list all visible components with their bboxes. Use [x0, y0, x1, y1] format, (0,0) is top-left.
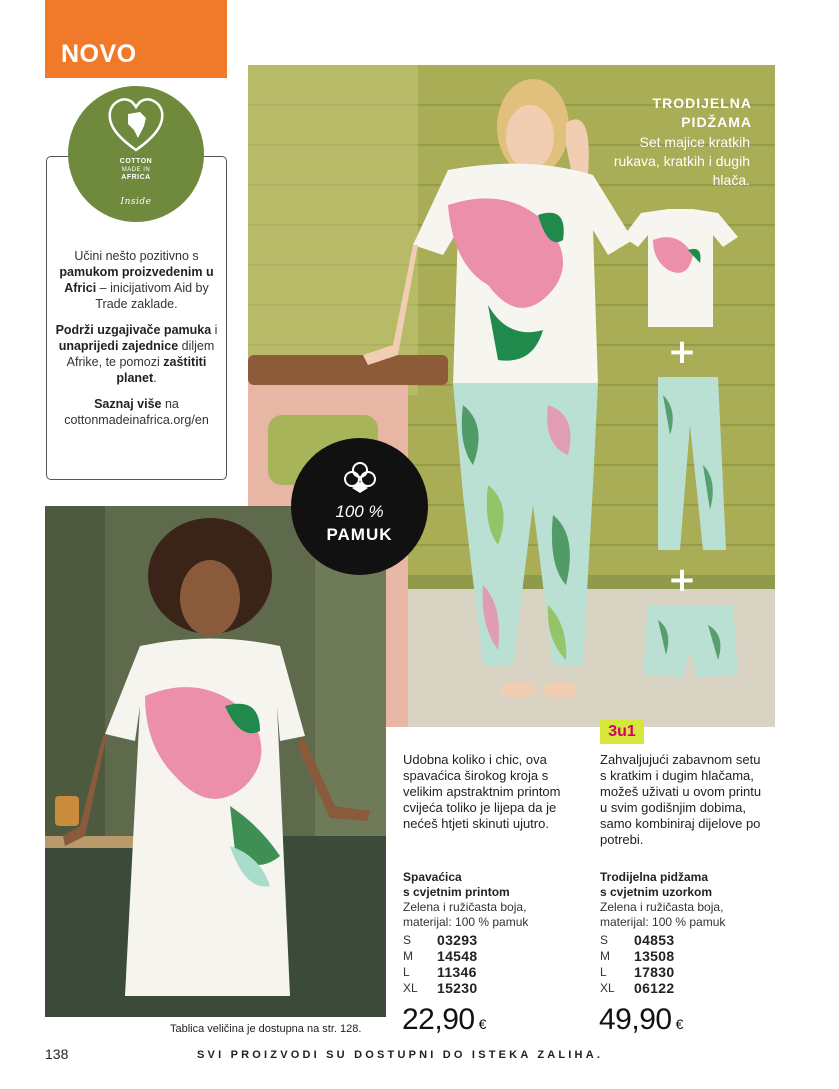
cmia-logo-text-inside: Inside: [120, 197, 152, 207]
svg-text:+: +: [667, 332, 697, 372]
availability-footer: SVI PROIZVODI SU DOSTUPNI DO ISTEKA ZALIHA.: [197, 1049, 604, 1061]
size-row: XL 06122: [600, 980, 675, 996]
nightdress-photo-illustration: [45, 506, 386, 1017]
pyjama-description: Zahvaljujući zabavnom setu s kratkim i dugim hlačama, možeš uživati u ovom printu u svim godišnjim dobima, samo kombiniraj dijelove po potrebi.: [600, 752, 762, 847]
nightdress-photo: [45, 506, 386, 1017]
cmia-info-text: [48, 248, 225, 438]
size-row: M 13508: [600, 948, 675, 964]
set-description: Set majice kratkih rukava, kratkih i dugih hlača.: [613, 134, 750, 188]
pyjama-price: 49,90 €: [599, 1003, 683, 1036]
size-row: XL 15230: [403, 980, 478, 996]
size-row: L 17830: [600, 964, 675, 980]
nightdress-price: 22,90 €: [402, 1003, 486, 1036]
cotton-made-in-africa-logo: [68, 86, 204, 222]
cmia-logo-text-cotton: COTTON: [119, 158, 153, 165]
cotton-badge-percent: 100 %: [335, 502, 384, 521]
pyjama-name: Trodijelna pidžama s cvjetnim uzorkom: [600, 870, 713, 899]
nightdress-size-list: [403, 932, 553, 996]
cmia-paragraph-3: Saznaj više na cottonmadeinafrica.org/en: [64, 397, 209, 427]
size-row: M 14548: [403, 948, 478, 964]
svg-text:+: +: [667, 560, 697, 600]
nightdress-description: Udobna koliko i chic, ova spavaćica širokog kroja s velikim apstraktnim printom cvijeća toliko je lijepa da je nećeš htjeti skinuti ujutro.: [403, 752, 561, 831]
three-in-one-badge: 3u1: [600, 720, 644, 744]
africa-heart-icon: [106, 96, 166, 152]
nightdress-name: Spavaćica s cvjetnim printom: [403, 870, 510, 899]
cotton-flower-icon: [343, 460, 377, 494]
size-row: L 11346: [403, 964, 477, 980]
cmia-paragraph-1: Učini nešto pozitivno s pamukom proizvedenim u Africi – inicijativom Aid by Trade zaklade.: [59, 249, 214, 311]
page-number: 138: [45, 1046, 69, 1062]
novo-label: NOVO: [61, 40, 137, 68]
novo-badge: [45, 0, 227, 78]
cmia-logo-text-madein: MADE IN: [121, 167, 151, 173]
cmia-paragraph-2: Podrži uzgajivače pamuka i unaprijedi zajednice diljem Afrike, te pomozi zaštititi planet.: [55, 323, 218, 385]
nightdress-meta: Zelena i ružičasta boja, materijal: 100 % pamuk: [403, 900, 529, 929]
pyjama-size-list: [600, 932, 750, 996]
cmia-logo-text-africa: AFRICA: [121, 174, 151, 181]
size-row: S 04853: [600, 932, 675, 948]
size-chart-note: Tablica veličina je dostupna na str. 128.: [170, 1023, 362, 1035]
pyjama-meta: Zelena i ružičasta boja, materijal: 100 % pamuk: [600, 900, 726, 929]
cotton-100-badge: [291, 438, 428, 575]
cotton-badge-word: PAMUK: [326, 525, 393, 544]
set-title: TRODIJELNA PIDŽAMA: [652, 95, 752, 130]
size-row: S 03293: [403, 932, 478, 948]
